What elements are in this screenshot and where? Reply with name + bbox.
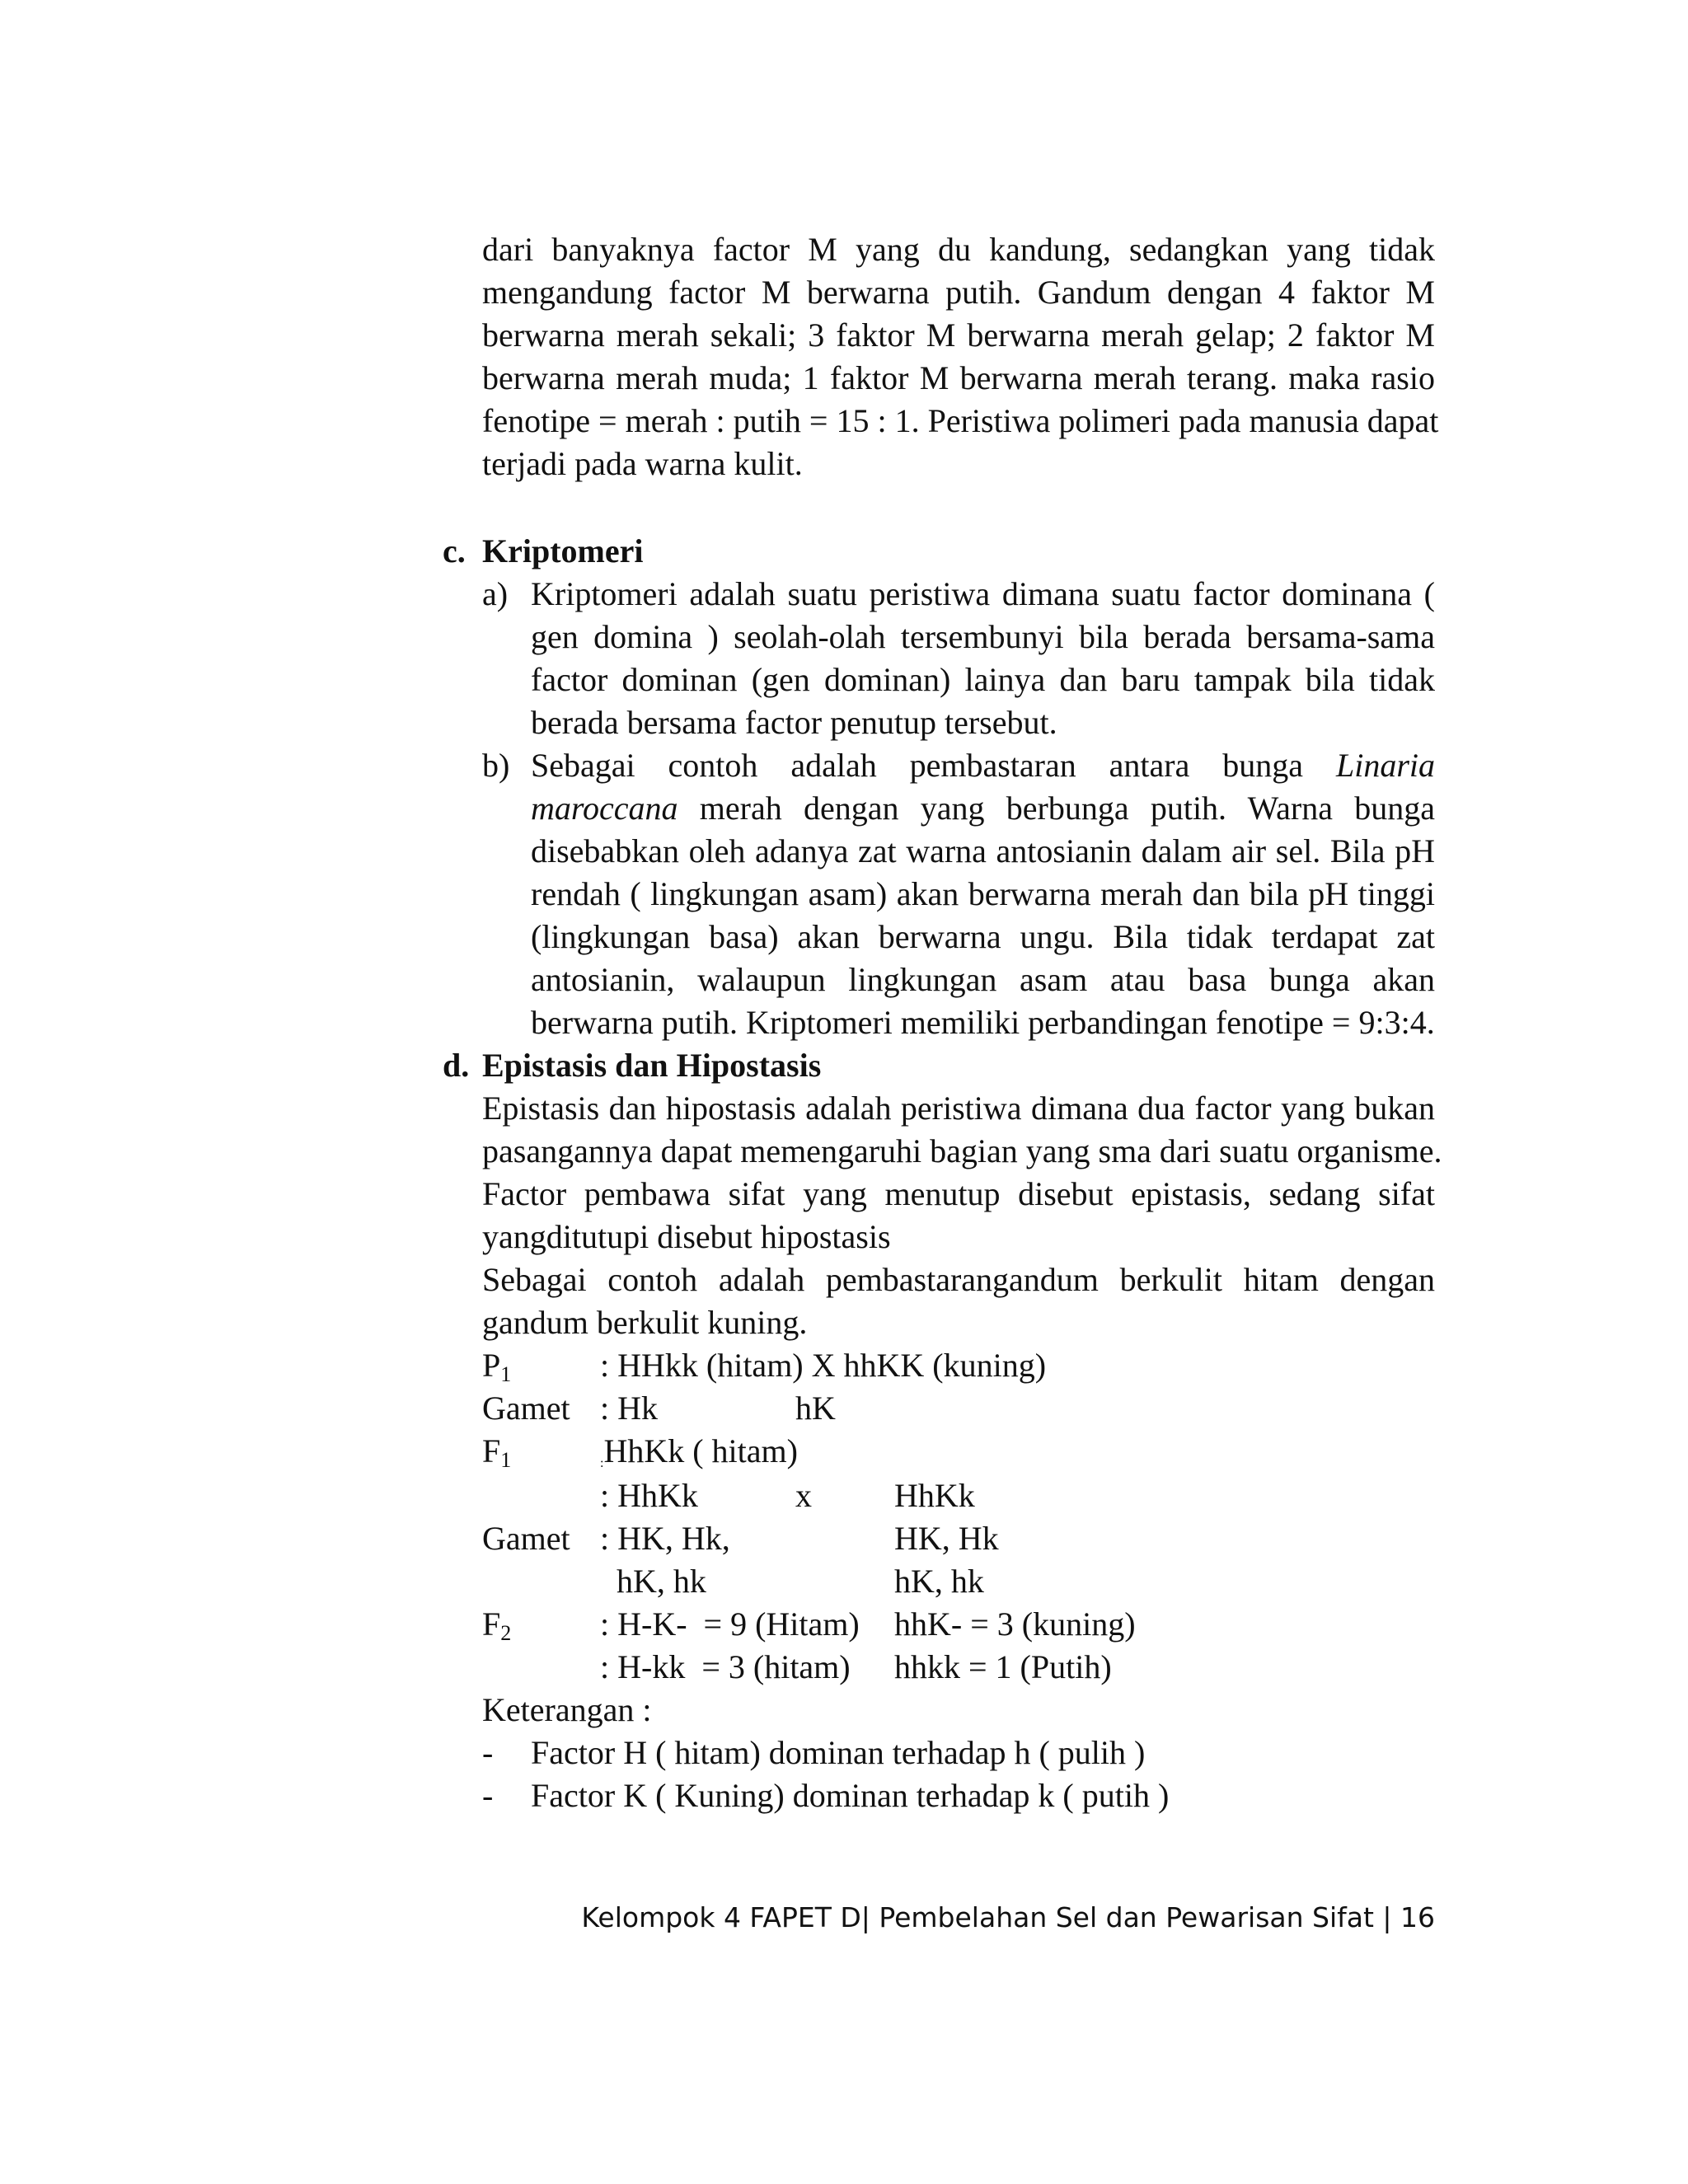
cross-gamet2-row2-a: hK, hk: [617, 1563, 706, 1600]
item-b-line1-text: Sebagai contoh adalah pembastaran antara bunga: [531, 747, 1304, 784]
section-d-line: Sebagai contoh adalah pembastarangandum berkulit hitam dengan: [482, 1261, 1435, 1298]
cross-f2-row1-a: : H-K- = 9 (Hitam): [600, 1605, 860, 1643]
cross-gamet2-row1-a: : HK, Hk,: [600, 1520, 730, 1557]
cross-f2-row2-a: : H-kk = 3 (hitam): [600, 1648, 851, 1685]
cross-gamet2-row1-b: HK, Hk: [894, 1520, 999, 1557]
item-a-line: factor dominan (gen dominan) lainya dan baru tampak bila tidak: [531, 661, 1435, 698]
cross-label-f2: $F_2$: [482, 1605, 512, 1645]
species-name-genus: Linaria: [1335, 747, 1435, 784]
cross-label-gamet: Gamet: [482, 1390, 570, 1427]
item-b-line: [531, 744, 1435, 787]
item-b-line: antosianin, walaupun lingkungan asam atau basa bunga akan: [531, 961, 1435, 998]
cross-label-p1: $P_1$: [482, 1347, 512, 1386]
item-b-line: berwarna putih. Kriptomeri memiliki perbandingan fenotipe = 9:3:4.: [531, 1004, 1435, 1041]
item-a-line: berada bersama factor penutup tersebut.: [531, 704, 1057, 741]
cross-f1-cross-a: : HhKk: [600, 1477, 698, 1514]
item-b-line: (lingkungan basa) akan berwarna ungu. Bila tidak terdapat zat: [531, 918, 1435, 955]
note-dash: -: [482, 1734, 494, 1771]
section-d-line: gandum berkulit kuning.: [482, 1304, 808, 1341]
intro-line: dari banyaknya factor M yang du kandung, sedangkan yang tidak: [482, 231, 1435, 268]
intro-line: fenotipe = merah : putih = 15 : 1. Peristiwa polimeri pada manusia dapat: [482, 402, 1439, 439]
section-d-line: pasangannya dapat memengaruhi bagian yang sma dari suatu organisme.: [482, 1132, 1442, 1169]
page-footer: Kelompok 4 FAPET D| Pembelahan Sel dan Pewarisan Sifat | 16: [581, 1901, 1435, 1933]
note-dash: -: [482, 1777, 494, 1814]
section-c-heading: Kriptomeri: [482, 532, 644, 569]
intro-line: berwarna merah muda; 1 faktor M berwarna merah terang. maka rasio: [482, 359, 1435, 396]
section-d-marker: d.: [443, 1047, 470, 1084]
section-d-line: yangditutupi disebut hipostasis: [482, 1218, 891, 1255]
cross-gamet1-a: : Hk: [600, 1390, 658, 1427]
note-item: Factor H ( hitam) dominan terhadap h ( pulih ): [531, 1734, 1146, 1771]
item-b-line: rendah ( lingkungan asam) akan berwarna merah dan bila pH tinggi: [531, 875, 1435, 912]
section-d-line: Epistasis dan hipostasis adalah peristiwa dimana dua factor yang bukan: [482, 1090, 1435, 1127]
item-a-line: gen domina ) seolah-olah tersembunyi bila berada bersama-sama: [531, 618, 1435, 655]
cross-f2-row1-b: hhK- = 3 (kuning): [894, 1605, 1136, 1643]
item-b-line: [531, 787, 1435, 830]
item-a-line: Kriptomeri adalah suatu peristiwa dimana suatu factor dominana (: [531, 575, 1435, 612]
note-item: Factor K ( Kuning) dominan terhadap k ( putih ): [531, 1777, 1170, 1814]
item-b-marker: b): [482, 747, 510, 784]
cross-gamet2-row2-b: hK, hk: [894, 1563, 984, 1600]
cross-gamet1-b: hK: [795, 1390, 836, 1427]
intro-line: terjadi pada warna kulit.: [482, 445, 803, 482]
notes-heading: Keterangan :: [482, 1691, 652, 1728]
item-b-line2-text: merah dengan yang berbunga putih. Warna bunga: [699, 790, 1435, 827]
cross-f1-cross-x: x: [795, 1477, 812, 1514]
cross-f1-cross-b: HhKk: [894, 1477, 975, 1514]
cross-label-f1: $F_1$: [482, 1432, 512, 1472]
intro-line: mengandung factor M berwarna putih. Gandum dengan 4 faktor M: [482, 274, 1435, 311]
section-d-heading: Epistasis dan Hipostasis: [482, 1047, 822, 1084]
section-d-line: Factor pembawa sifat yang menutup disebut epistasis, sedang sifat: [482, 1175, 1435, 1212]
cross-f2-row2-b: hhkk = 1 (Putih): [894, 1648, 1112, 1685]
section-c-marker: c.: [443, 532, 466, 569]
cross-p1-value: : HHkk (hitam) X hhKK (kuning): [600, 1347, 1047, 1384]
cross-f1-value: :HhKk ( hitam): [600, 1432, 798, 1470]
cross-label-gamet: Gamet: [482, 1520, 570, 1557]
intro-line: berwarna merah sekali; 3 faktor M berwarna merah gelap; 2 faktor M: [482, 316, 1435, 354]
species-name-epithet: maroccana: [531, 790, 678, 827]
item-a-marker: a): [482, 575, 509, 612]
item-b-line: disebabkan oleh adanya zat warna antosianin dalam air sel. Bila pH: [531, 832, 1435, 869]
